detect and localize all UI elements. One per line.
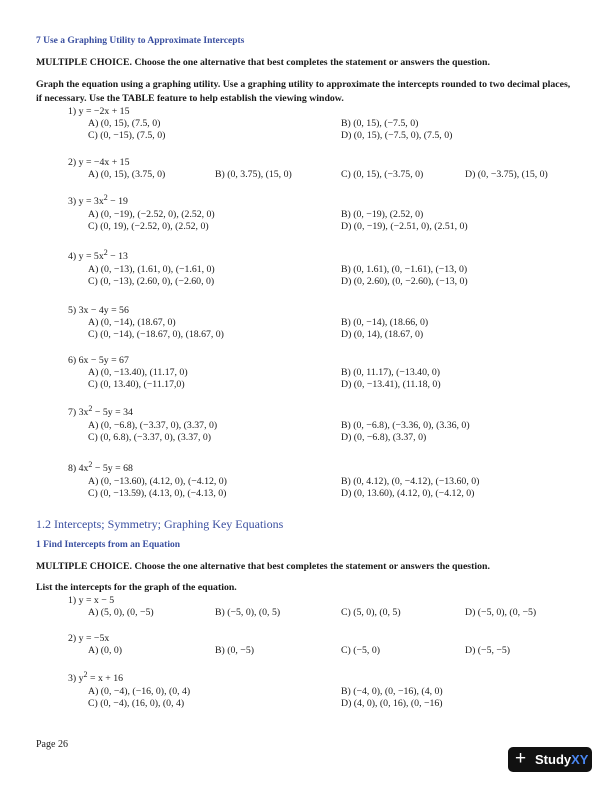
plus-icon: +	[515, 748, 527, 769]
option-a: A) (0, −14), (18.67, 0)	[88, 317, 176, 328]
option-a: A) (0, −13.40), (11.17, 0)	[88, 367, 188, 378]
section-title: 1.2 Intercepts; Symmetry; Graphing Key Equations	[36, 517, 284, 531]
option-d: D) (0, −6.8), (3.37, 0)	[341, 432, 427, 443]
option-b: B) (0, 4.12), (0, −4.12), (−13.60, 0)	[341, 476, 480, 487]
option-b: B) (0, 3.75), (15, 0)	[215, 169, 292, 180]
option-b: B) (−4, 0), (0, −16), (4, 0)	[341, 686, 443, 697]
question-stem: 3) $y^2 = x + 16$	[68, 670, 124, 684]
option-d: D) (0, −3.75), (15, 0)	[465, 169, 548, 180]
directions-text: List the intercepts for the graph of the equation.	[36, 582, 237, 593]
option-c: C) (0, −14), (−18.67, 0), (18.67, 0)	[88, 329, 224, 340]
option-c: C) (0, −15), (7.5, 0)	[88, 130, 166, 141]
option-c: C) (0, 13.40), (−11.17,0)	[88, 379, 185, 390]
option-a: A) (0, 0)	[88, 645, 123, 656]
question-stem: 8) $4x^2 - 5y = 68$	[68, 460, 133, 474]
option-a: A) (0, −4), (−16, 0), (0, 4)	[88, 686, 191, 697]
question-stem: 6) 6x − 5y = 67	[68, 355, 129, 366]
option-a: A) (0, 15), (7.5, 0)	[88, 118, 161, 129]
option-d: D) (0, 2.60), (0, −2.60), (−13, 0)	[341, 276, 468, 287]
option-a: A) (0, −13), (1.61, 0), (−1.61, 0)	[88, 264, 215, 275]
option-b: B) (0, −19), (2.52, 0)	[341, 209, 424, 220]
question-stem: 5) 3x − 4y = 56	[68, 305, 129, 316]
instruction-text: MULTIPLE CHOICE. Choose the one alternative that best completes the statement or answers the question.	[36, 57, 490, 68]
question-stem: 2) y = −5x	[68, 633, 110, 644]
option-d: D) (−5, 0), (0, −5)	[465, 607, 537, 618]
option-b: B) (0, 11.17), (−13.40, 0)	[341, 367, 441, 378]
option-c: C) (0, −4), (16, 0), (0, 4)	[88, 698, 185, 709]
option-c: C) (0, 6.8), (−3.37, 0), (3.37, 0)	[88, 432, 212, 443]
option-b: B) (0, −6.8), (−3.36, 0), (3.36, 0)	[341, 420, 470, 431]
question-stem: 1) y = −2x + 15	[68, 106, 130, 117]
option-c: C) (0, 19), (−2.52, 0), (2.52, 0)	[88, 221, 209, 232]
section-heading: 7 Use a Graphing Utility to Approximate Intercepts	[36, 36, 245, 46]
option-a: A) (0, −19), (−2.52, 0), (2.52, 0)	[88, 209, 215, 220]
option-b: B) (0, 1.61), (0, −1.61), (−13, 0)	[341, 264, 468, 275]
option-b: B) (0, −14), (18.66, 0)	[341, 317, 429, 328]
logo-text: StudyXY	[535, 752, 589, 767]
section-heading: 1 Find Intercepts from an Equation	[36, 540, 181, 550]
question-stem: 4) $y = 5x^2 - 13$	[68, 248, 128, 262]
option-a: A) (5, 0), (0, −5)	[88, 607, 154, 618]
option-d: D) (4, 0), (0, 16), (0, −16)	[341, 698, 443, 709]
option-a: A) (0, −13.60), (4.12, 0), (−4.12, 0)	[88, 476, 227, 487]
page-number: Page 26	[36, 739, 68, 750]
option-d: D) (−5, −5)	[465, 645, 511, 656]
directions-text: Graph the equation using a graphing utility. Use a graphing utility to approximate the intercepts rounded to two decimal places, if necessary. Use the TABLE feature to help establish the viewing window.	[36, 79, 571, 104]
question-stem: 2) y = −4x + 15	[68, 157, 130, 168]
question-stem: 3) $y = 3x^2 - 19$	[68, 193, 128, 207]
question-stem: 1) y = x − 5	[68, 595, 115, 606]
option-a: A) (0, −6.8), (−3.37, 0), (3.37, 0)	[88, 420, 218, 431]
studyxy-logo	[508, 747, 592, 772]
option-c: C) (0, −13), (2.60, 0), (−2.60, 0)	[88, 276, 215, 287]
question-stem: 7) $3x^2 - 5y = 34$	[68, 404, 133, 418]
option-c: C) (0, 15), (−3.75, 0)	[341, 169, 424, 180]
option-d: D) (0, 15), (−7.5, 0), (7.5, 0)	[341, 130, 453, 141]
option-d: D) (0, 14), (18.67, 0)	[341, 329, 424, 340]
option-c: C) (0, −13.59), (4.13, 0), (−4.13, 0)	[88, 488, 227, 499]
option-d: D) (0, −19), (−2.51, 0), (2.51, 0)	[341, 221, 468, 232]
option-a: A) (0, 15), (3.75, 0)	[88, 169, 166, 180]
option-c: C) (5, 0), (0, 5)	[341, 607, 401, 618]
option-b: B) (0, 15), (−7.5, 0)	[341, 118, 419, 129]
option-b: B) (0, −5)	[215, 645, 254, 656]
option-b: B) (−5, 0), (0, 5)	[215, 607, 281, 618]
option-d: D) (0, 13.60), (4.12, 0), (−4.12, 0)	[341, 488, 475, 499]
instruction-text: MULTIPLE CHOICE. Choose the one alternative that best completes the statement or answers the question.	[36, 561, 490, 572]
option-d: D) (0, −13.41), (11.18, 0)	[341, 379, 441, 390]
option-c: C) (−5, 0)	[341, 645, 380, 656]
